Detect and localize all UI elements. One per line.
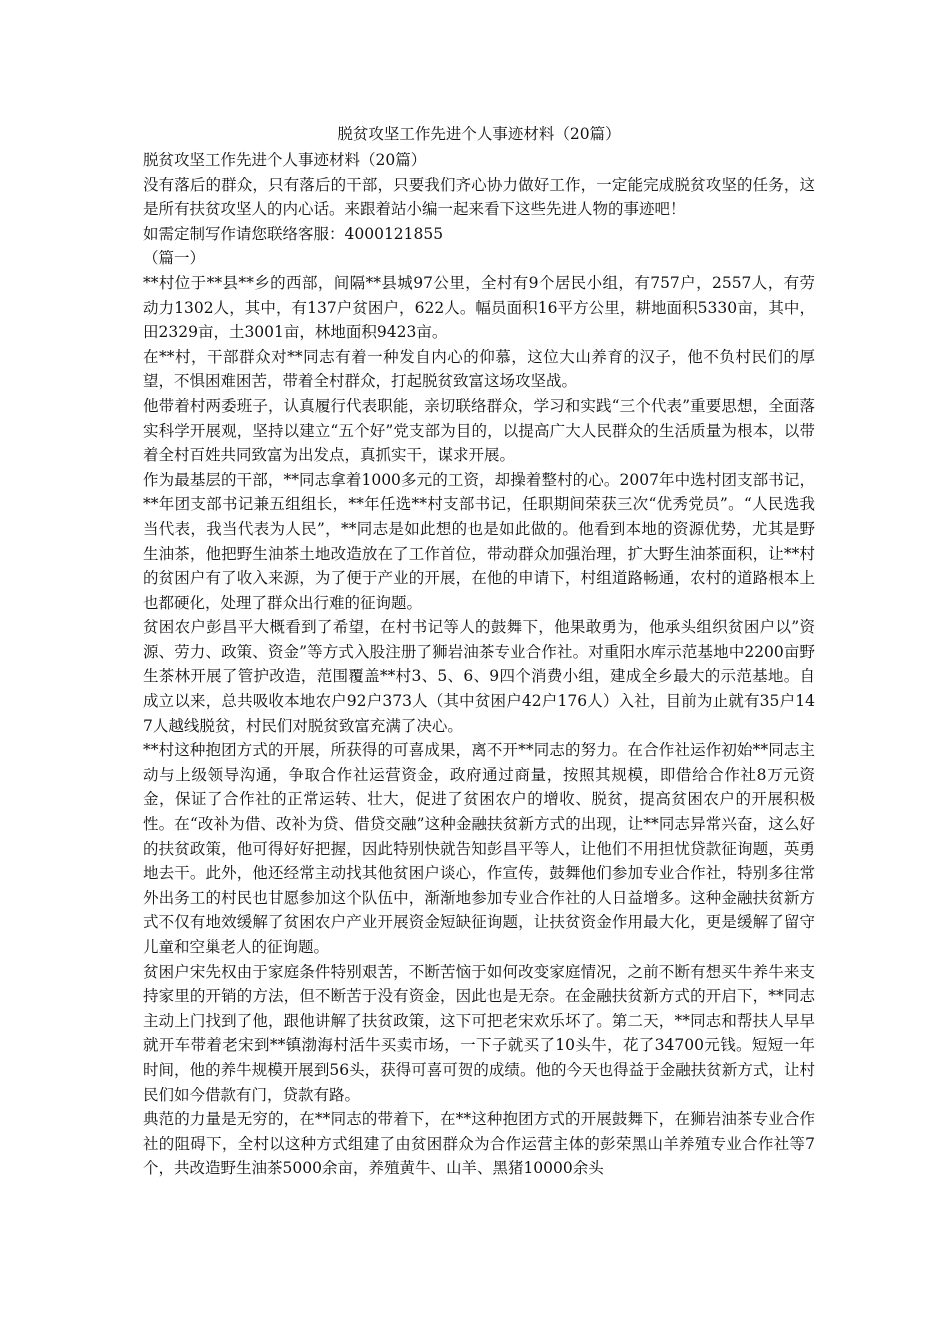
subtitle-paragraph: 脱贫攻坚工作先进个人事迹材料（20篇） [143,151,427,169]
body-paragraph: 贫困户宋先权由于家庭条件特别艰苦，不断苦恼于如何改变家庭情况，之前不断有想买牛养牛来支持家里的开销的方法，但不断苦于没有资金，因此也是无奈。在金融扶贫新方式的开启下，**同志主动上门找到了他，跟他讲解了扶贫政策，这下可把老宋欢乐坏了。第二天，**同志和帮扶人早早就开车带着老宋到**镇渤海村活牛买卖市场，一下子就买了10头牛，花了34700元钱。短短一年时间，他的养牛规模开展到56头，获得可喜可贺的成绩。他的今天也得益于金融扶贫新方式，让村民们如今借款有门，贷款有路。 [143,962,815,1104]
body-paragraph: 典范的力量是无穷的，在**同志的带着下，在**这种抱团方式的开展鼓舞下，在狮岩油茶专业合作社的阻碍下，全村以这种方式组建了由贫困群众为合作运营主体的彭荣黑山羊养殖专业合作社等7个，共改造野生油茶5000余亩，养殖黄牛、山羊、黑猪10000余头 [143,1110,815,1178]
body-paragraph: 他带着村两委班子，认真履行代表职能，亲切联络群众，学习和实践“三个代表”重要思想，全面落实科学开展观，坚持以建立“五个好”党支部为目的，以提高广大人民群众的生活质量为根本，以带着全村百姓共同致富为出发点，真抓实干，谋求开展。 [143,396,815,465]
body-paragraph: **村位于**县**乡的西部，间隔**县城97公里，全村有9个居民小组，有757户，2557人，有劳动力1302人，其中，有137户贫困户，622人。幅员面积16平方公里，耕地面积5330亩，其中，田2329亩，土3001亩，林地面积9423亩。 [143,273,815,342]
body-paragraph: **村这种抱团方式的开展，所获得的可喜成果，离不开**同志的努力。在合作社运作初始**同志主动与上级领导沟通，争取合作社运营资金，政府通过商量，按照其规模，即借给合作社8万元资金，保证了合作社的正常运转、壮大，促进了贫困农户的增收、脱贫，提高贫困农户的开展积极性。在“改补为借、改补为贷、借贷交融”这种金融扶贫新方式的出现，让**同志异常兴奋，这么好的扶贫政策，他可得好好把握，因此特别快就告知彭昌平等人，让他们不用担忧贷款征询题，英勇地去干。此外，他还经常主动找其他贫困户谈心，作宣传，鼓舞他们参加专业合作社，特别多往常外出务工的村民也甘愿参加这个队伍中，渐渐地参加专业合作社的人日益增多。这种金融扶贫新方式不仅有地效缓解了贫困农户产业开展资金短缺征询题，让扶贫资金作用最大化，更是缓解了留守儿童和空巢老人的征询题。 [143,741,815,956]
contact-paragraph: 如需定制写作请您联络客服：4000121855 [143,224,444,243]
document-page [143,122,815,1181]
intro-paragraph: 没有落后的群众，只有落后的干部，只要我们齐心协力做好工作，一定能完成脱贫攻坚的任务，这是所有扶贫攻坚人的内心话。来跟着站小编一起来看下这些先进人物的事迹吧！ [143,175,815,219]
body-paragraph: 贫困农户彭昌平大概看到了希望，在村书记等人的鼓舞下，他果敢勇为，他承头组织贫困户以”资源、劳力、政策、资金”等方式入股注册了狮岩油茶专业合作社。对重阳水库示范基地中2200亩野生茶林开展了管护改造，范围覆盖**村3、5、6、9四个消费小组，建成全乡最大的示范基地。自成立以来，总共吸收本地农户92户373人（其中贫困户42户176人）入社，目前为止就有35户147人越线脱贫，村民们对脱贫致富充满了决心。 [143,618,815,735]
document-title: 脱贫攻坚工作先进个人事迹材料（20篇） [337,125,621,143]
section-heading: （篇一） [143,249,206,268]
body-paragraph: 作为最基层的干部，**同志拿着1000多元的工资，却操着整村的心。2007年中选村团支部书记，**年团支部书记兼五组组长，**年任选**村支部书记，任职期间荣获三次“优秀党员”。“人民选我当代表，我当代表为人民”，**同志是如此想的也是如此做的。他看到本地的资源优势，尤其是野生油茶，他把野生油茶土地改造放在了工作首位，带动群众加强治理，扩大野生油茶面积，让**村的贫困户有了收入来源，为了便于产业的开展，在他的申请下，村组道路畅通，农村的道路根本上也都硬化，处理了群众出行难的征询题。 [143,470,815,612]
body-paragraph: 在**村，干部群众对**同志有着一种发自内心的仰慕，这位大山养育的汉子，他不负村民们的厚望，不惧困难困苦，带着全村群众，打起脱贫致富这场攻坚战。 [143,347,815,391]
